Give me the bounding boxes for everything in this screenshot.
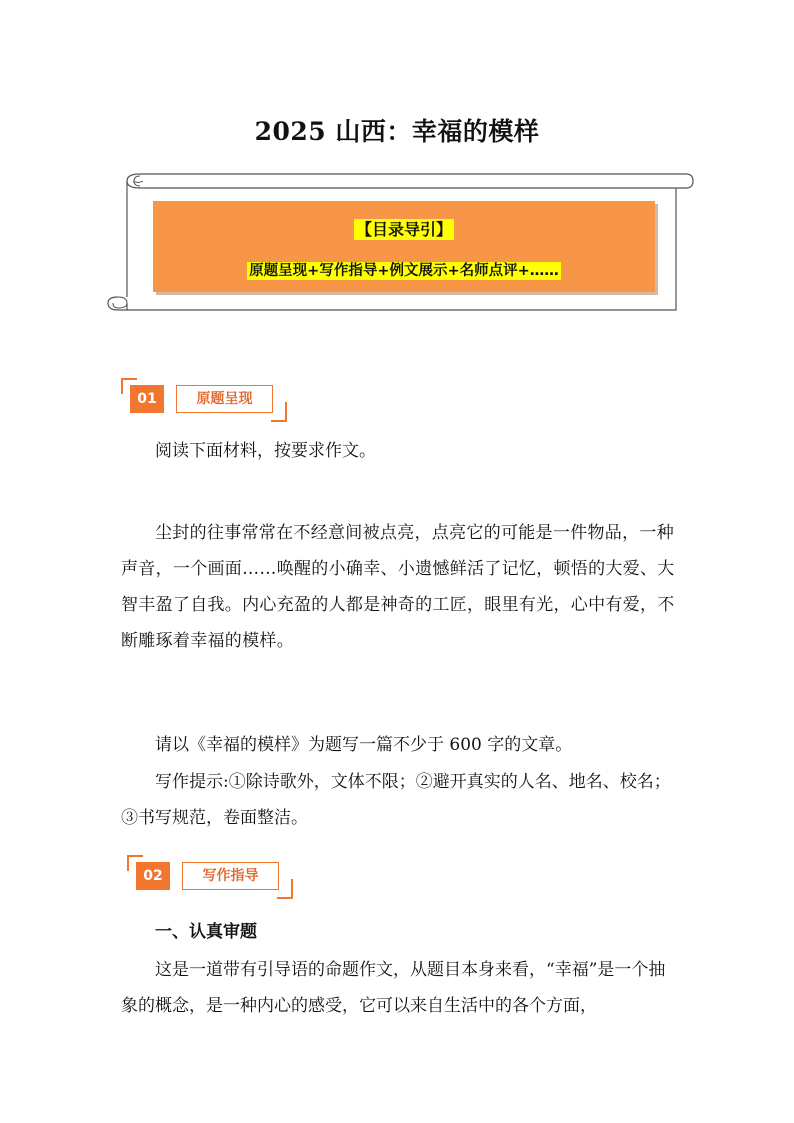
- analysis-paragraph: 这是一道带有引导语的命题作文，从题目本身来看，“幸福”是一个抽象的概念，是一种内心的感受，它可以来自生活中的各个方面，: [121, 960, 666, 1016]
- section-label: 原题呈现: [176, 385, 273, 413]
- toc-box: [153, 201, 655, 292]
- requirement-paragraph: 请以《幸福的模样》为题写一篇不少于 600 字的文章。: [155, 735, 573, 755]
- subheading: 一、认真审题: [155, 922, 257, 942]
- page-title: 2025 山西：幸福的模样: [254, 117, 540, 146]
- tips-paragraph: 写作提示:①除诗歌外，文体不限；②避开真实的人名、地名、校名；③书写规范，卷面整洁。: [121, 772, 671, 828]
- corner-decoration: [277, 879, 293, 899]
- corner-decoration: [271, 402, 287, 422]
- prompt-intro: 阅读下面材料，按要求作文。: [155, 441, 376, 461]
- section-number: 01: [130, 385, 164, 413]
- toc-title: 【目录导引】: [355, 220, 452, 239]
- material-paragraph: 尘封的往事常常在不经意间被点亮，点亮它的可能是一件物品，一种声音，一个画面……唤醒的小确幸、小遗憾鲜活了记忆，顿悟的大爱、大智丰盈了自我。内心充盈的人都是神奇的工匠，眼里有光，心中有爱，不断雕琢着幸福的模样。: [121, 523, 675, 651]
- section-label: 写作指导: [182, 862, 279, 890]
- section-number: 02: [136, 862, 170, 890]
- toc-items: 原题呈现+写作指导+例文展示+名师点评+……: [249, 263, 559, 279]
- section-header-2: [127, 855, 297, 895]
- section-header-1: [121, 378, 291, 418]
